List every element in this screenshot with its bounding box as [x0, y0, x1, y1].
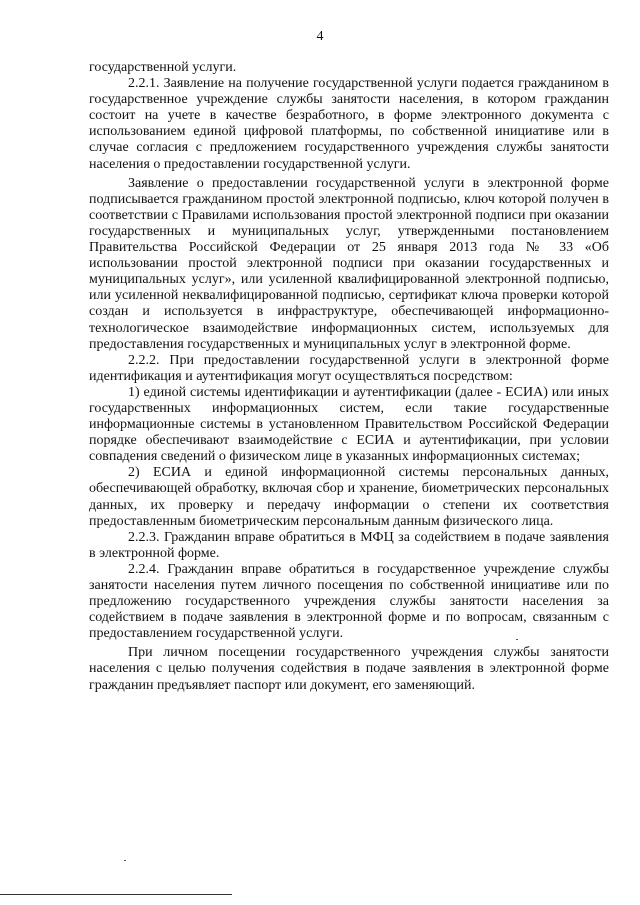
paragraph-continuation: государственной услуги.: [89, 60, 237, 75]
paragraph-2-2-4: 2.2.4. Гражданин вправе обратиться в государственное учреждение службы занятости населения путем личного посещения по собственной инициативе или по предложению государственного учреждения службы занятости населения за содействием в подаче заявления в электронной форме и по вопросам, связанным с предоставлением государственной услуги.: [89, 561, 609, 642]
scan-speck: [516, 639, 518, 640]
paragraph-2-2-1: 2.2.1. Заявление на получение государственной услуги подается гражданином в государственное учреждение службы занятости населения, в котором гражданин состоит на учете в качестве безработного, в форме электронного документа с использованием единой цифровой платформы, по собственной инициативе или в случае согласия с предложением государственного учреждения службы занятости населения о предоставлении государственной услуги.: [89, 76, 609, 172]
list-item-2: 2) ЕСИА и единой информационной системы персональных данных, обеспечивающей обработку, включая сбор и хранение, биометрических персональных данных, их проверку и передачу информации о степени их соответствия предоставленным биометрическим персональным данным физического лица.: [89, 465, 609, 529]
scan-speck: [124, 860, 126, 861]
paragraph-signature: Заявление о предоставлении государственной услуги в электронной форме подписывается гражданином простой электронной подписью, ключ которой получен в соответствии с Правилами использования простой электронной подписи при оказании государственных и муниципальных услуг, утвержденными постановлением Правительства Российской Федерации от 25 января 2013 года № 33 «Об использовании простой электронной подписи при оказании государственных и муниципальных услуг», или усиленной квалифицированной электронной подписью, или усиленной неквалифицированной подписью, сертификат ключа проверки которой создан и используется в инфраструктуре, обеспечивающей информационно-технологическое взаимодействие информационных систем, используемых для предоставления государственных и муниципальных услуг в электронной форме.: [89, 175, 609, 352]
paragraph-2-2-3: 2.2.3. Гражданин вправе обратиться в МФЦ за содействием в подаче заявления в электронной форме.: [89, 529, 609, 561]
footer-rule: [0, 894, 232, 895]
body-text: [89, 60, 609, 694]
page-number: 4: [316, 29, 324, 44]
list-item-1: 1) единой системы идентификации и аутентификации (далее - ЕСИА) или иных государственных информационных систем, если такие государственные информационные системы в установленном Правительством Российской Федерации порядке обеспечивают взаимодействие с ЕСИА и аутентификации, при условии совпадения сведений о физическом лице в указанных информационных системах;: [89, 384, 609, 465]
paragraph-personal-visit: При личном посещении государственного учреждения службы занятости населения с целью получения содействия в подаче заявления в электронной форме гражданин предъявляет паспорт или документ, его заменяющий.: [89, 645, 609, 693]
paragraph-2-2-2: 2.2.2. При предоставлении государственной услуги в электронной форме идентификация и аутентификация могут осуществляться посредством:: [89, 352, 609, 384]
